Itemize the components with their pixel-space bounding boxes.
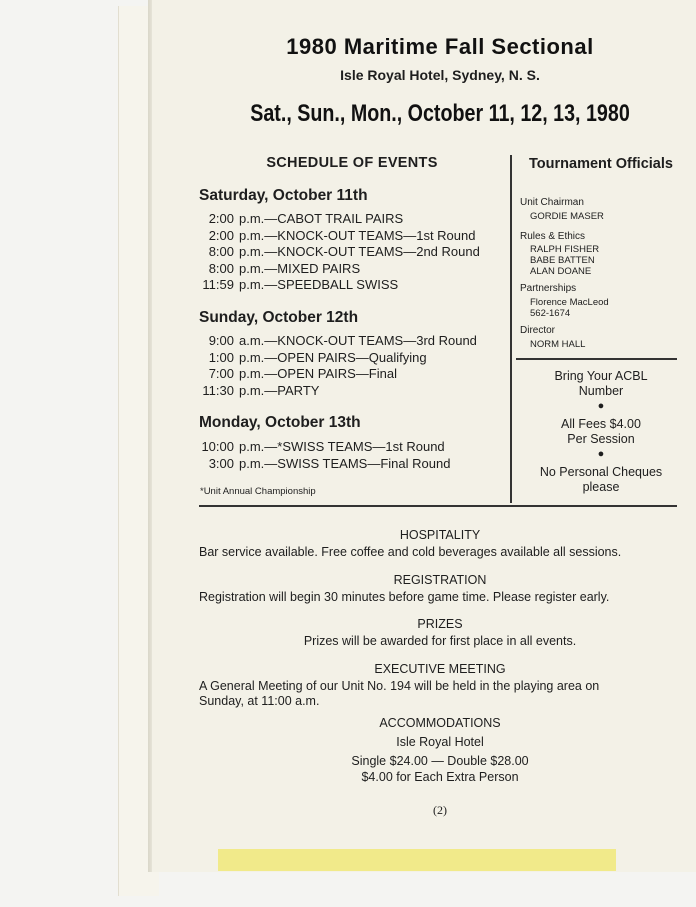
official-role-label: Director — [520, 325, 556, 336]
meeting-heading: EXECUTIVE MEETING — [374, 662, 506, 676]
room-rates: Single $24.00 — Double $28.00 — [351, 754, 529, 768]
schedule-bottom-rule — [199, 505, 677, 507]
registration-heading: REGISTRATION — [393, 573, 487, 587]
event-item: 11:30 p.m.—PARTY — [202, 382, 320, 398]
championship-footnote: *Unit Annual Championship — [200, 486, 316, 497]
event-item: 7:00 p.m.—OPEN PAIRS—Final — [208, 366, 397, 381]
bullet-separator: ● — [597, 448, 605, 460]
event-item: 11:59 p.m.—SPEEDBALL SWISS — [202, 277, 399, 292]
venue-subtitle: Isle Royal Hotel, Sydney, N. S. — [340, 67, 540, 83]
event-item: 9:00 a.m.—KNOCK-OUT TEAMS—3rd Round — [208, 333, 477, 348]
prizes-heading: PRIZES — [417, 617, 463, 631]
registration-text: Registration will begin 30 minutes before game time. Please register early. — [199, 590, 610, 604]
official-names: NORM HALL — [530, 339, 586, 350]
event-item: 3:00 p.m.—SWISS TEAMS—Final Round — [208, 455, 451, 471]
column-divider — [510, 155, 512, 503]
extra-person-rate: $4.00 for Each Extra Person — [361, 770, 519, 784]
yellow-highlight-strip — [218, 849, 616, 871]
event-item: 2:00 p.m.—CABOT TRAIL PAIRS — [208, 211, 404, 226]
event-item: 2:00 p.m.—KNOCK-OUT TEAMS—1st Round — [208, 227, 476, 243]
hotel-name: Isle Royal Hotel — [396, 735, 484, 749]
acbl-number-note: Bring Your ACBL Number — [554, 369, 648, 398]
event-dates: Sat., Sun., Mon., October 11, 12, 13, 1980 — [250, 100, 630, 127]
official-names: Florence MacLeod 562-1674 — [530, 297, 609, 319]
hospitality-heading: HOSPITALITY — [399, 528, 481, 542]
cheques-note: No Personal Cheques please — [539, 465, 663, 494]
hospitality-text: Bar service available. Free coffee and cold beverages available all sessions. — [199, 545, 622, 559]
accommodations-heading: ACCOMMODATIONS — [379, 716, 501, 730]
event-item: 8:00 p.m.—MIXED PAIRS — [208, 260, 361, 276]
schedule-heading: SCHEDULE OF EVENTS — [266, 155, 438, 171]
day-heading-monday: Monday, October 13th — [199, 414, 361, 431]
meeting-text-line2: Sunday, at 11:00 a.m. — [199, 694, 320, 708]
officials-divider — [516, 358, 677, 360]
page-title: 1980 Maritime Fall Sectional — [286, 34, 594, 59]
fees-note: All Fees $4.00 Per Session — [561, 417, 641, 446]
event-item: 1:00 p.m.—OPEN PAIRS—Qualifying — [208, 349, 427, 365]
bullet-separator: ● — [597, 400, 605, 412]
official-role-label: Partnerships — [520, 283, 577, 294]
event-item: 10:00 p.m.—*SWISS TEAMS—1st Round — [201, 439, 445, 454]
official-role-label: Unit Chairman — [520, 197, 584, 208]
page-number: (2) — [433, 803, 447, 817]
day-heading-saturday: Saturday, October 11th — [199, 187, 368, 204]
prizes-text: Prizes will be awarded for first place in all events. — [303, 634, 577, 648]
officials-heading: Tournament Officials — [529, 156, 673, 172]
meeting-text-line1: A General Meeting of our Unit No. 194 will be held in the playing area on — [199, 679, 600, 693]
official-role-label: Rules & Ethics — [520, 231, 586, 242]
official-names: GORDIE MASER — [530, 211, 604, 222]
event-item: 8:00 p.m.—KNOCK-OUT TEAMS—2nd Round — [208, 244, 480, 259]
official-names: RALPH FISHER BABE BATTEN ALAN DOANE — [530, 244, 600, 277]
day-heading-sunday: Sunday, October 12th — [199, 309, 359, 326]
